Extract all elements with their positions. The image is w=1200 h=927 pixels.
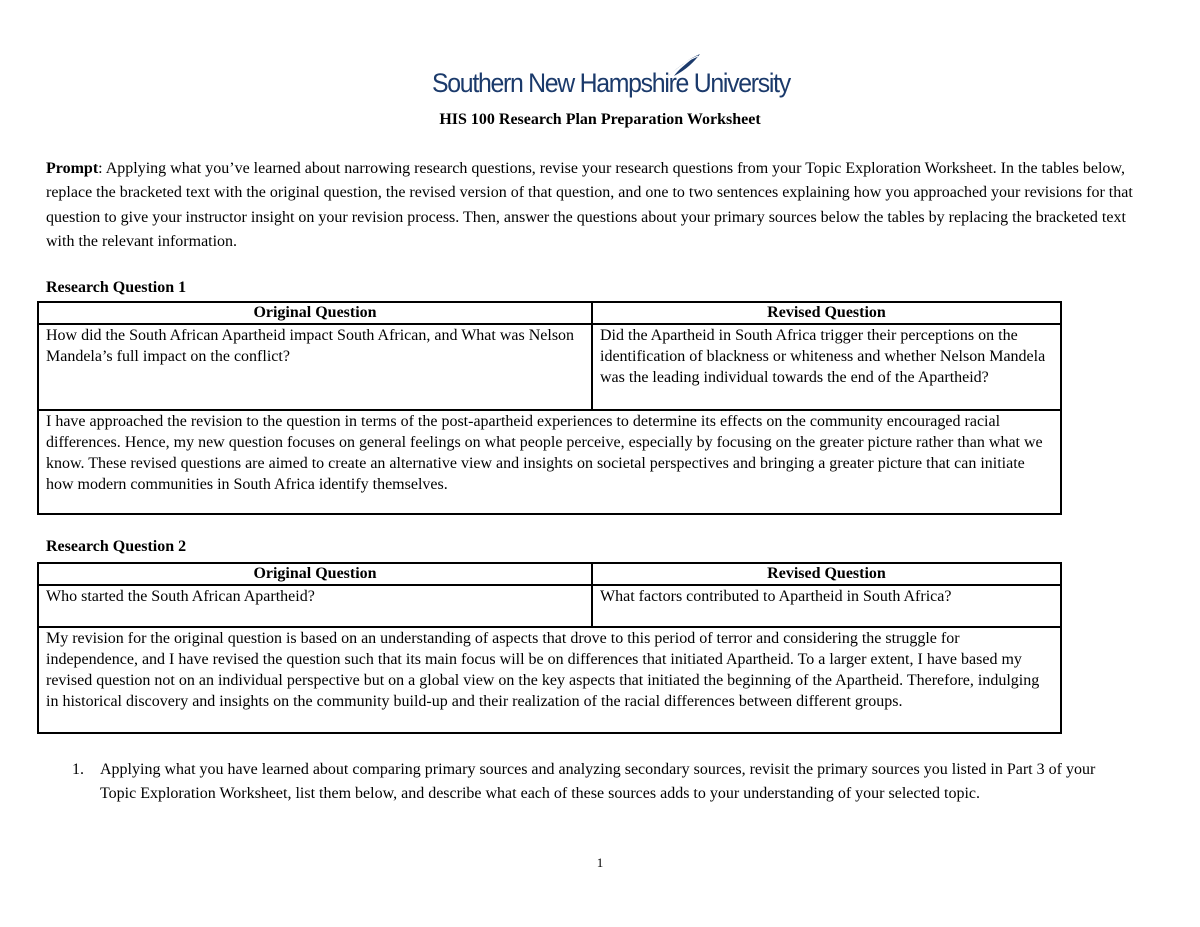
- revised-question-cell: What factors contributed to Apartheid in South Africa?: [592, 585, 1061, 627]
- prompt-paragraph: [46, 157, 1158, 254]
- table-row: [38, 585, 1061, 627]
- prompt-label: Prompt: [46, 160, 99, 177]
- page-number: 1: [596, 855, 604, 870]
- worksheet-title: HIS 100 Research Plan Preparation Worksheet: [439, 111, 761, 128]
- original-question-header: Original Question: [38, 563, 592, 585]
- snhu-logo: [430, 52, 790, 104]
- research-question-2-table: [37, 562, 1062, 734]
- quill-icon: [660, 52, 704, 82]
- table-row: [38, 410, 1061, 514]
- original-question-cell: Who started the South African Apartheid?: [38, 585, 592, 627]
- research-question-2-heading: Research Question 2: [46, 538, 187, 555]
- table-header-row: [38, 563, 1061, 585]
- table-row: [38, 324, 1061, 410]
- revised-question-cell: Did the Apartheid in South Africa trigger their perceptions on the identification of blackness or whiteness and whether Nelson Mandela was the leading individual towards the end of the Apartheid?: [592, 324, 1061, 410]
- revision-explanation-cell: My revision for the original question is based on an understanding of aspects that drove to this period of terror and considering the struggle for independence, and I have revised the question such that its main focus will be on differences that initiated Apartheid. To a larger extent, I have based my revised question not on an individual perspective but on a global view on the key aspects that initiated the beginning of the Apartheid. Therefore, indulging in historical discovery and insights on the community build-up and their realization of the racial differences between different groups.: [38, 627, 1061, 733]
- research-question-1-heading: Research Question 1: [46, 279, 187, 296]
- list-number: 1.: [72, 761, 84, 778]
- research-question-1-table: [37, 301, 1062, 515]
- revision-explanation-cell: I have approached the revision to the question in terms of the post-apartheid experiences to determine its effects on the community encouraged racial differences. Hence, my new question focuses on general feelings on what people perceive, especially by focusing on the greater picture rather than what we know. These revised questions are aimed to create an alternative view and insights on societal perspectives and bringing a greater picture that can initiate how modern communities in South Africa identify themselves.: [38, 410, 1061, 514]
- logo-wordmark: Southern New Hampshire University: [432, 68, 790, 98]
- original-question-cell: How did the South African Apartheid impact South African, and What was Nelson Mandela’s full impact on the conflict?: [38, 324, 592, 410]
- primary-sources-question: [72, 758, 1132, 807]
- list-item-text: Applying what you have learned about comparing primary sources and analyzing secondary sources, revisit the primary sources you listed in Part 3 of your Topic Exploration Worksheet, list them below, and describe what each of these sources adds to your understanding of your selected topic.: [100, 761, 1096, 803]
- revised-question-header: Revised Question: [592, 302, 1061, 324]
- prompt-text: : Applying what you’ve learned about narrowing research questions, revise your research questions from your Topic Exploration Worksheet. In the tables below, replace the bracketed text with the original question, the revised version of that question, and one to two sentences explaining how you approached your revisions for that question to give your instructor insight on your revision process. Then, answer the questions about your primary sources below the tables by replacing the bracketed text with the relevant information.: [46, 160, 1133, 250]
- table-header-row: [38, 302, 1061, 324]
- revised-question-header: Revised Question: [592, 563, 1061, 585]
- original-question-header: Original Question: [38, 302, 592, 324]
- table-row: [38, 627, 1061, 733]
